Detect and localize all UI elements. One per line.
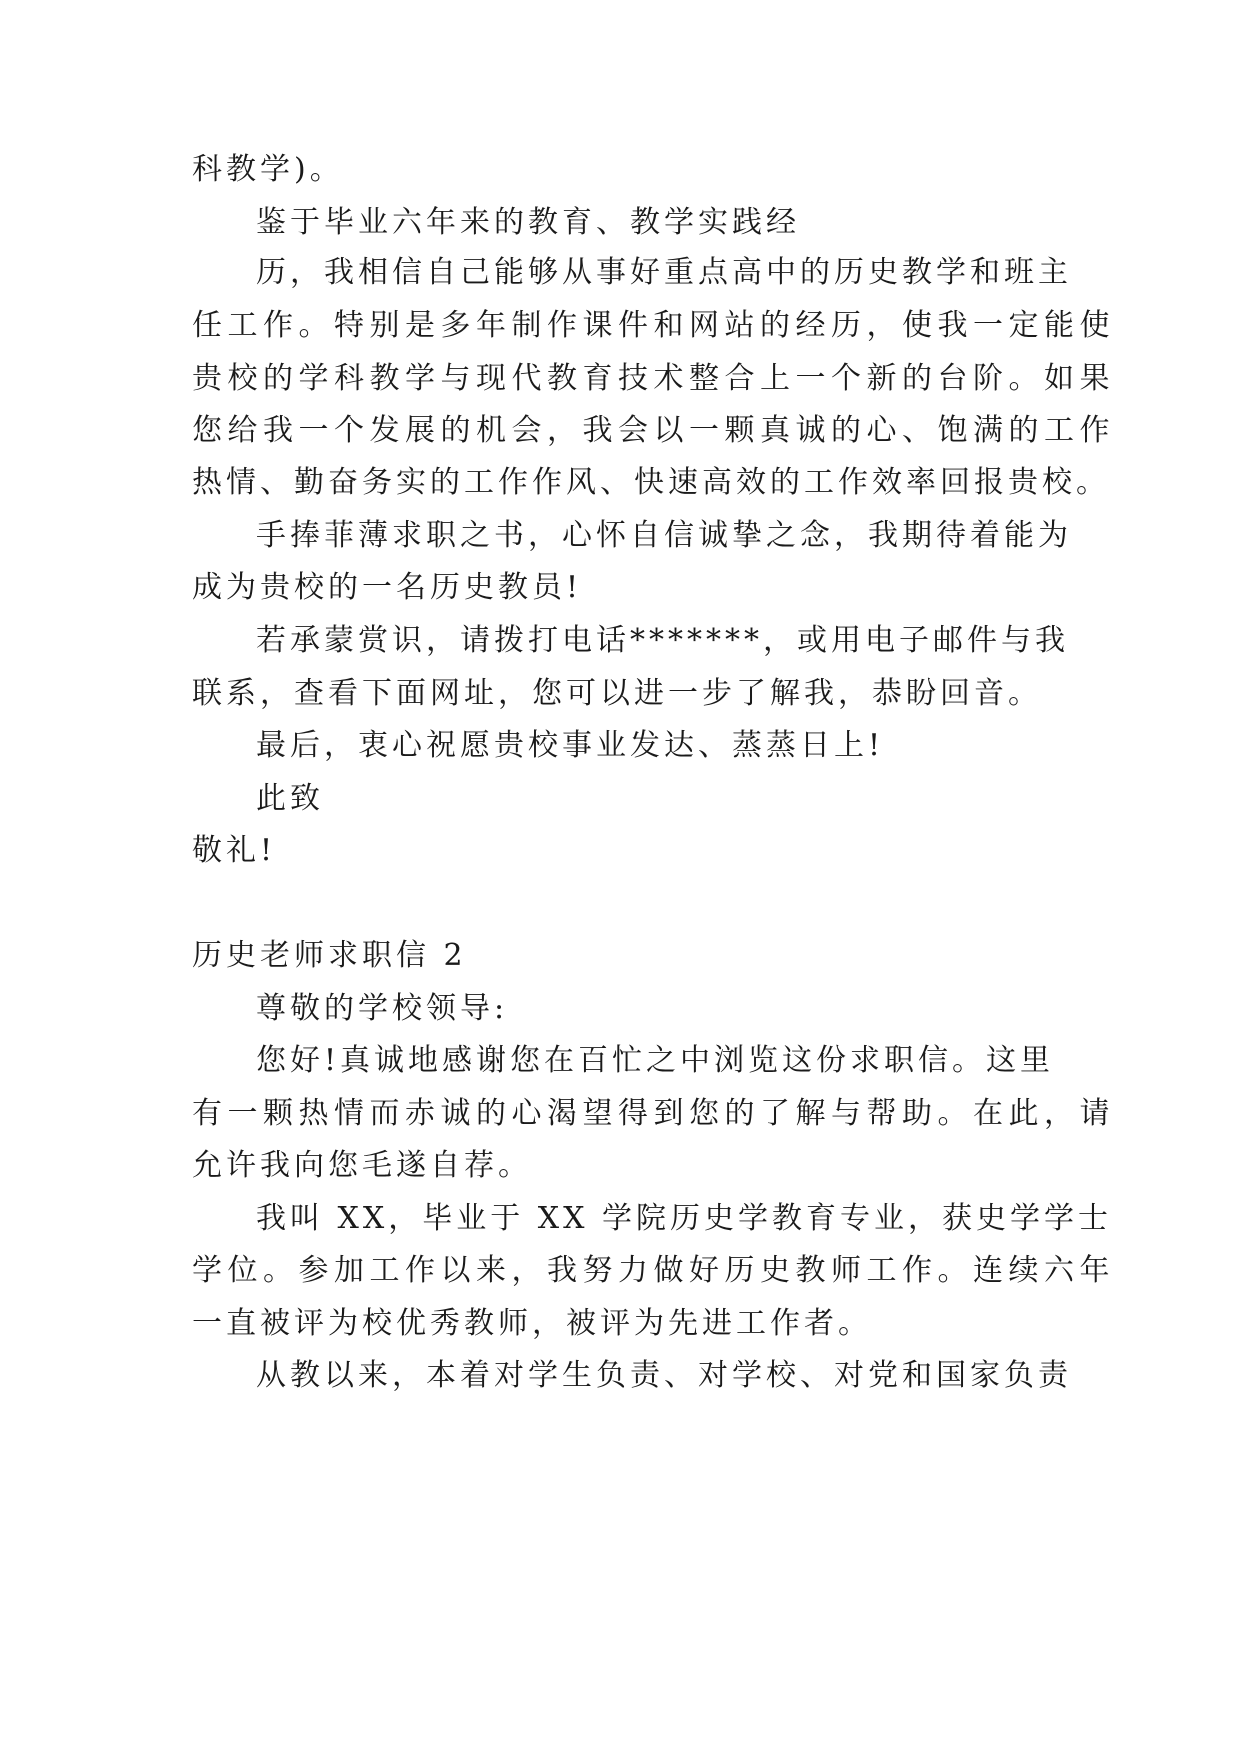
- text-line: 若承蒙赏识，请拨打电话*******，或用电子邮件与我: [256, 623, 1069, 658]
- text-line: 有一颗热情而赤诚的心渴望得到您的了解与帮助。在此，请: [192, 1096, 1115, 1131]
- text-line: 最后，衷心祝愿贵校事业发达、蒸蒸日上!: [256, 728, 885, 763]
- text-line: 联系，查看下面网址，您可以进一步了解我，恭盼回音。: [192, 676, 1042, 711]
- text-line: 贵校的学科教学与现代教育技术整合上一个新的台阶。如果: [192, 361, 1115, 396]
- text-line: 您给我一个发展的机会，我会以一颗真诚的心、饱满的工作: [192, 413, 1115, 448]
- text-line: 学位。参加工作以来，我努力做好历史教师工作。连续六年: [192, 1253, 1115, 1288]
- text-line: 成为贵校的一名历史教员!: [192, 570, 583, 605]
- text-line: 任工作。特别是多年制作课件和网站的经历，使我一定能使: [192, 308, 1115, 343]
- text-line: 一直被评为校优秀教师，被评为先进工作者。: [192, 1306, 872, 1341]
- text-line: 我叫 XX，毕业于 XX 学院历史学教育专业，获史学学士: [256, 1201, 1113, 1236]
- text-line: 您好!真诚地感谢您在百忙之中浏览这份求职信。这里: [256, 1043, 1055, 1078]
- text-line: 从教以来，本着对学生负责、对学校、对党和国家负责: [256, 1358, 1072, 1393]
- text-line: 鉴于毕业六年来的教育、教学实践经: [256, 205, 800, 240]
- text-line: 历，我相信自己能够从事好重点高中的历史教学和班主: [256, 255, 1072, 290]
- text-line: 尊敬的学校领导:: [256, 991, 509, 1026]
- text-line: 热情、勤奋务实的工作作风、快速高效的工作效率回报贵校。: [192, 465, 1110, 500]
- text-line: 允许我向您毛遂自荐。: [192, 1148, 532, 1183]
- text-line: 手捧菲薄求职之书，心怀自信诚挚之念，我期待着能为: [256, 518, 1072, 553]
- section-heading: 历史老师求职信 2: [192, 938, 467, 973]
- text-line: 科教学)。: [192, 152, 344, 187]
- text-line: 敬礼!: [192, 833, 277, 868]
- text-line: 此致: [256, 781, 324, 816]
